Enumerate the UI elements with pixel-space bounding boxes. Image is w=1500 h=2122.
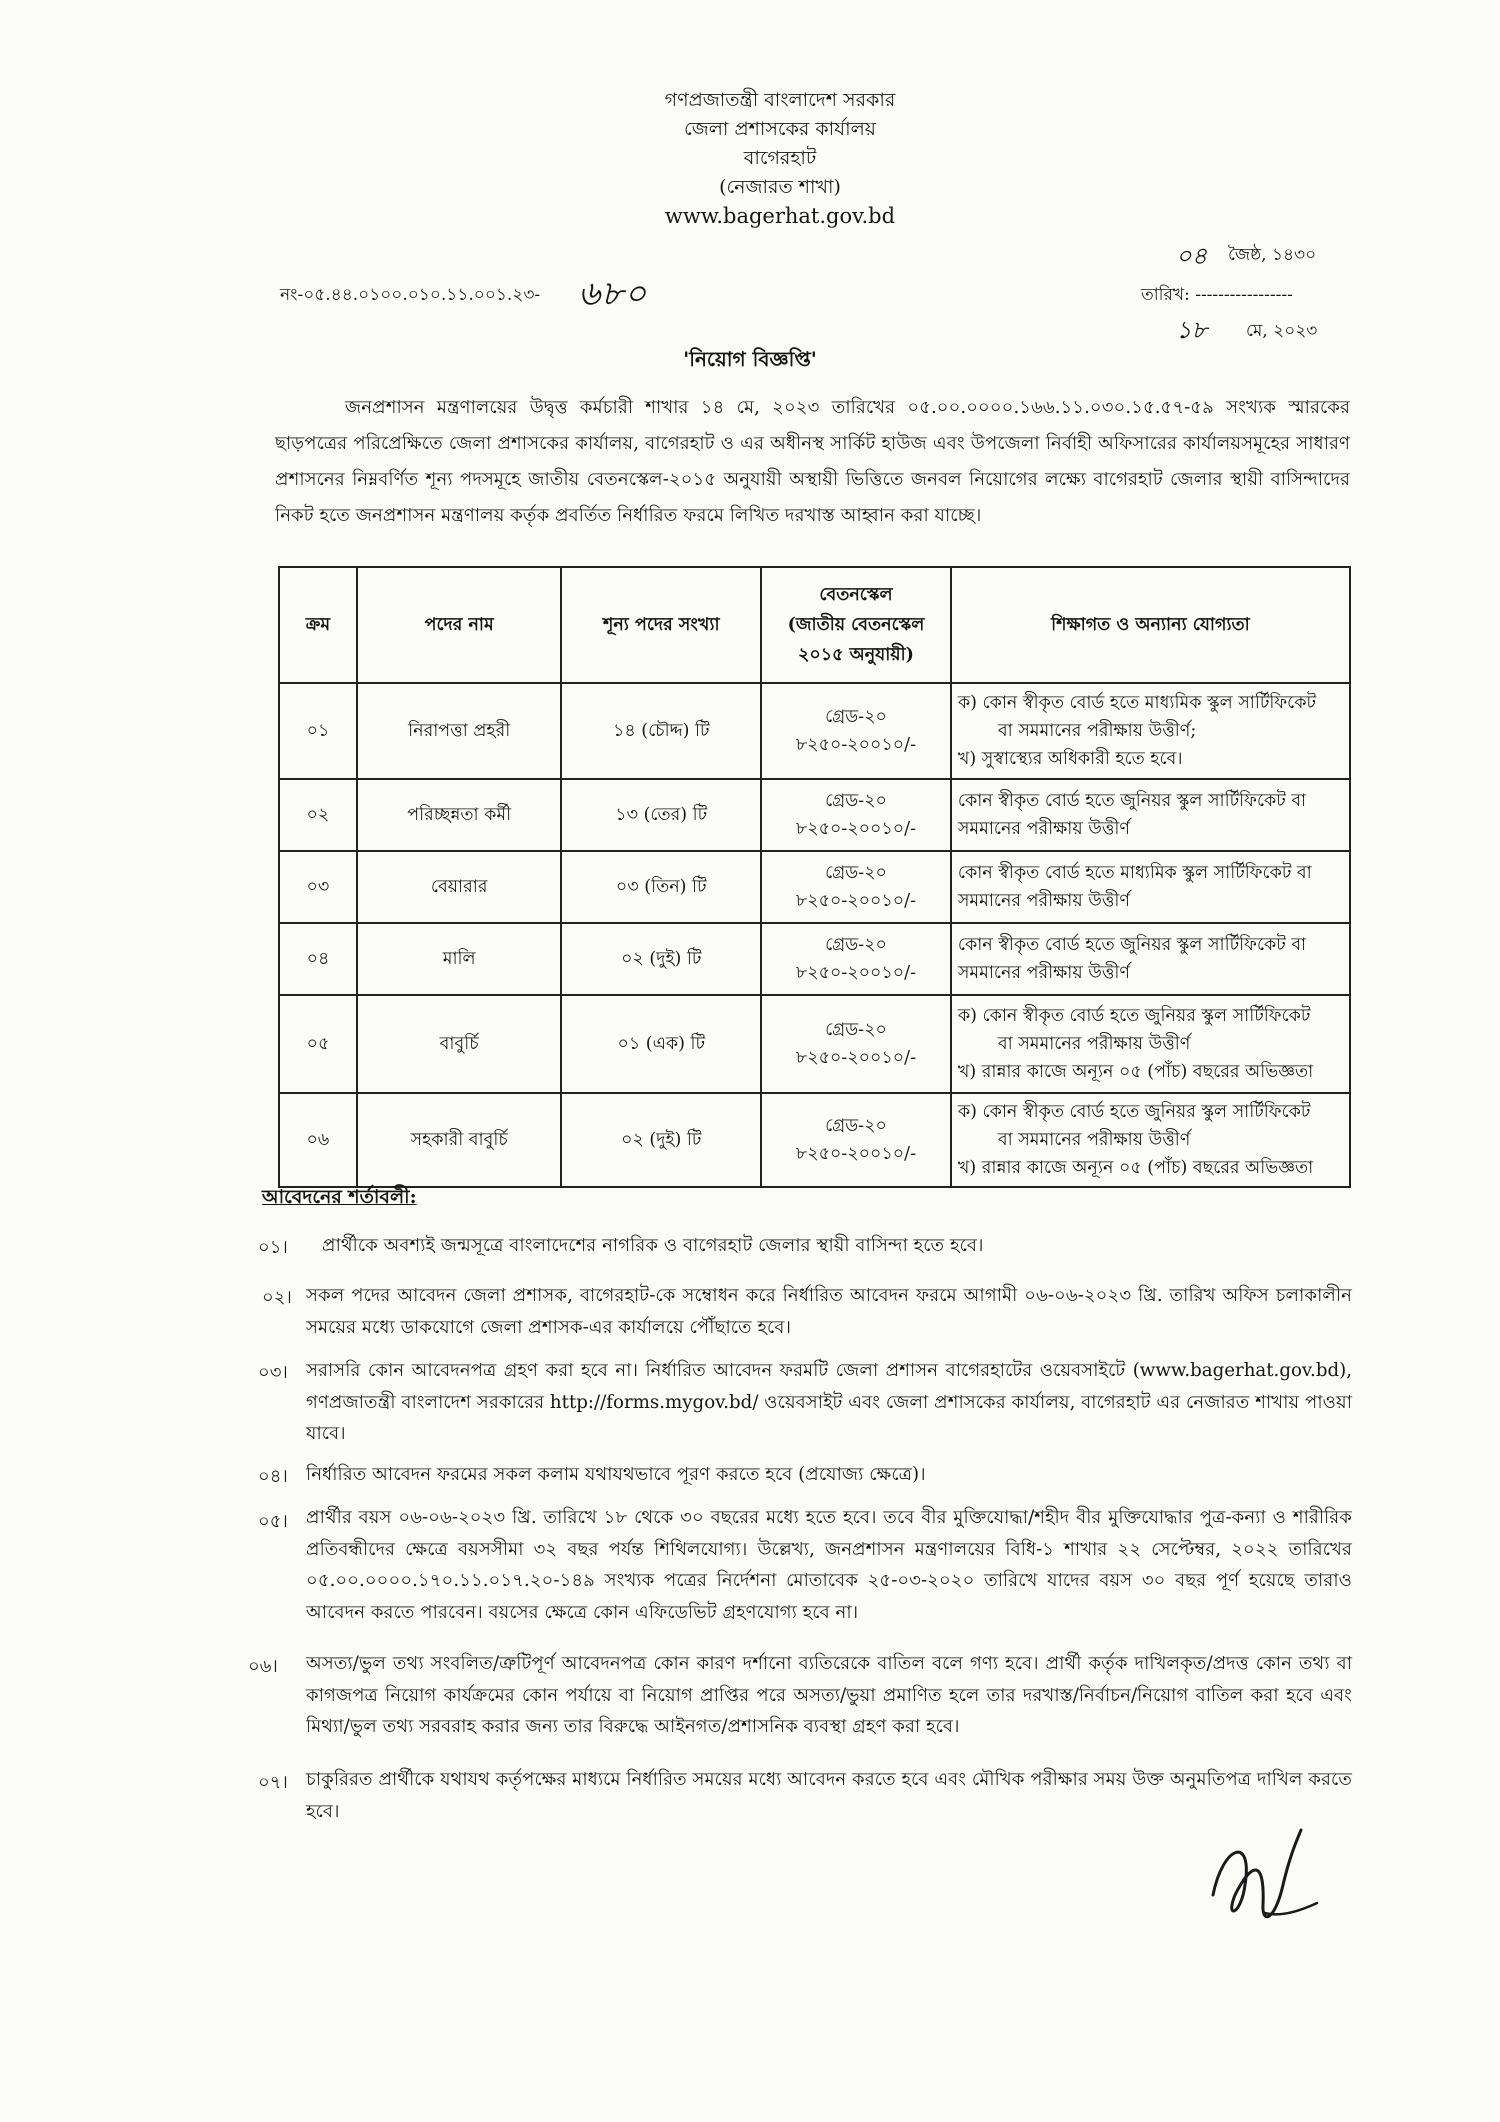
cell-grade: গ্রেড-২০: [825, 935, 887, 955]
cell-grade: গ্রেড-২০: [825, 863, 887, 883]
condition-number: ০২।: [262, 1287, 292, 1308]
cell-post: বাবুর্চি: [357, 995, 562, 1093]
header-district: বাগেরহাট: [743, 147, 817, 169]
cell-pay: ৮২৫০-২০০১০/-: [795, 1048, 916, 1068]
english-date: মে, ২০২৩: [1246, 321, 1318, 341]
condition-text: চাকুরিরত প্রার্থীকে যথাযথ কর্তৃপক্ষের মাধ্যমে নির্ধারিত সময়ের মধ্যে আবেদন করতে হবে এবং মৌখিক পরীক্ষার সময় উক্ত অনুমতিপত্র দাখিল করতে হবে।: [306, 1769, 1352, 1822]
letterhead: [0, 86, 1500, 231]
cell-grade: গ্রেড-২০: [825, 1020, 887, 1040]
cell-vacancy: ০২ (দুই) টি: [561, 923, 761, 995]
cell-grade: গ্রেড-২০: [825, 1116, 887, 1136]
header-serial: ক্রম: [279, 567, 357, 683]
condition-number: ০৩।: [258, 1362, 288, 1383]
qual-line: বা সমমানের পরীক্ষায় উত্তীর্ণ: [997, 1130, 1191, 1150]
cell-pay: ৮২৫০-২০০১০/-: [795, 819, 916, 839]
qual-line: কোন স্বীকৃত বোর্ড হতে জুনিয়র স্কুল সার্টিফিকেট বা: [957, 935, 1307, 955]
cell-post: পরিচ্ছন্নতা কর্মী: [357, 779, 562, 851]
cell-scale: [761, 995, 951, 1093]
condition-text: অসত্য/ভুল তথ্য সংবলিত/ত্রুটিপূর্ণ আবেদনপত্র কোন কারণ দর্শানো ব্যতিরেকে বাতিল বলে গণ্য হবে। প্রার্থী কর্তৃক দাখিলকৃত/প্রদত্ত কোন তথ্য বা কাগজপত্র নিয়োগ কার্যক্রমের কোন পর্যায়ে বা নিয়োগ প্রাপ্তির পরে অসত্য/ভুয়া প্রমাণিত হলে তার দরখাস্ত/নির্বাচন/নিয়োগ বাতিল করা হবে এবং মিথ্যা/ভুল তথ্য সরবরাহ করার জন্য তার বিরুদ্ধে আইনগত/প্রশাসনিক ব্যবস্থা গ্রহণ করা হবে।: [306, 1653, 1352, 1737]
header-govt: গণপ্রজাতন্ত্রী বাংলাদেশ সরকার: [664, 89, 896, 111]
cell-grade: গ্রেড-২০: [825, 707, 887, 727]
cell-serial: ০৪: [279, 923, 357, 995]
cell-vacancy: ১৩ (তের) টি: [561, 779, 761, 851]
cell-qualification: [951, 851, 1350, 923]
condition-text: প্রার্থীকে অবশ্যই জন্মসূত্রে বাংলাদেশের নাগরিক ও বাগেরহাট জেলার স্থায়ী বাসিন্দা হতে হবে।: [322, 1235, 984, 1256]
cell-serial: ০৩: [279, 851, 357, 923]
cell-pay: ৮২৫০-২০০১০/-: [795, 963, 916, 983]
qual-line: সমমানের পরীক্ষায় উত্তীর্ণ: [957, 819, 1130, 839]
cell-serial: ০১: [279, 683, 357, 779]
condition-number: ০৫।: [258, 1511, 288, 1532]
cell-scale: [761, 683, 951, 779]
header-qualification: শিক্ষাগত ও অন্যান্য যোগ্যতা: [951, 567, 1350, 683]
header-scale-l3: ২০১৫ অনুযায়ী): [797, 645, 914, 665]
header-scale-l2: (জাতীয় বেতনস্কেল: [787, 615, 925, 635]
cell-scale: [761, 779, 951, 851]
table-header-row: [279, 567, 1350, 683]
cell-post: সহকারী বাবুর্চি: [357, 1093, 562, 1187]
table-row: [279, 851, 1350, 923]
cell-vacancy: ০২ (দুই) টি: [561, 1093, 761, 1187]
memo-number: নং-০৫.৪৪.০১০০.০১০.১১.০০১.২৩-: [280, 285, 541, 305]
cell-serial: ০২: [279, 779, 357, 851]
cell-post: মালি: [357, 923, 562, 995]
cell-scale: [761, 1093, 951, 1187]
qual-line: ক) কোন স্বীকৃত বোর্ড হতে মাধ্যমিক স্কুল সার্টিফিকেট: [957, 693, 1316, 713]
qual-line: সমমানের পরীক্ষায় উত্তীর্ণ: [957, 891, 1130, 911]
cell-scale: [761, 923, 951, 995]
cell-pay: ৮২৫০-২০০১০/-: [795, 735, 916, 755]
qual-line: খ) সুস্বাস্থ্যের অধিকারী হতে হবে।: [957, 749, 1183, 769]
cell-serial: ০৬: [279, 1093, 357, 1187]
cell-pay: ৮২৫০-২০০১০/-: [795, 1144, 916, 1164]
bengali-date: জৈষ্ঠ, ১৪৩০: [1228, 245, 1317, 265]
header-post: পদের নাম: [357, 567, 562, 683]
condition-text: সকল পদের আবেদন জেলা প্রশাসক, বাগেরহাট-কে সম্বোধন করে নির্ধারিত আবেদন ফরমে আগামী ০৬-০৬-২০২৩ খ্রি. তারিখ অফিস চলাকালীন সময়ের মধ্যে ডাকযোগে জেলা প্রশাসক-এর কার্যালয়ে পৌঁছাতে হবে।: [306, 1285, 1352, 1338]
qual-line: খ) রান্নার কাজে অন্যূন ০৫ (পাঁচ) বছরের অভিজ্ঞতা: [957, 1062, 1314, 1082]
cell-post: বেয়ারার: [357, 851, 562, 923]
cell-qualification: [951, 1093, 1350, 1187]
header-scale-l1: বেতনস্কেল: [819, 585, 893, 605]
table-row: [279, 995, 1350, 1093]
table-row: [279, 779, 1350, 851]
cell-serial: ০৫: [279, 995, 357, 1093]
qual-line: খ) রান্নার কাজে অন্যূন ০৫ (পাঁচ) বছরের অভিজ্ঞতা: [957, 1158, 1314, 1178]
cell-vacancy: ১৪ (চৌদ্দ) টি: [561, 683, 761, 779]
cell-qualification: [951, 995, 1350, 1093]
header-office: জেলা প্রশাসকের কার্যালয়: [684, 118, 876, 140]
qual-line: বা সমমানের পরীক্ষায় উত্তীর্ণ: [997, 1034, 1191, 1054]
header-website: www.bagerhat.gov.bd: [664, 204, 896, 228]
cell-grade: গ্রেড-২০: [825, 791, 887, 811]
condition-number: ০৬।: [248, 1656, 278, 1677]
condition-number: ০৪।: [258, 1466, 288, 1487]
cell-vacancy: ০৩ (তিন) টি: [561, 851, 761, 923]
qual-line: কোন স্বীকৃত বোর্ড হতে মাধ্যমিক স্কুল সার্টিফিকেট বা: [957, 863, 1312, 883]
qual-line: কোন স্বীকৃত বোর্ড হতে জুনিয়র স্কুল সার্টিফিকেট বা: [957, 791, 1307, 811]
condition-text: নির্ধারিত আবেদন ফরমের সকল কলাম যথাযথভাবে পূরণ করতে হবে (প্রযোজ্য ক্ষেত্রে)।: [306, 1464, 926, 1485]
qual-line: বা সমমানের পরীক্ষায় উত্তীর্ণ;: [997, 721, 1197, 741]
qual-line: ক) কোন স্বীকৃত বোর্ড হতে জুনিয়র স্কুল সার্টিফিকেট: [957, 1006, 1311, 1026]
cell-qualification: [951, 683, 1350, 779]
cell-qualification: [951, 923, 1350, 995]
memo-handwritten-number: ৬৮০: [578, 274, 648, 314]
condition-number: ০১।: [258, 1237, 288, 1258]
table-row: [279, 923, 1350, 995]
intro-paragraph: জনপ্রশাসন মন্ত্রণালয়ের উদ্বৃত্ত কর্মচারী শাখার ১৪ মে, ২০২৩ তারিখের ০৫.০০.০০০০.১৬৬.১১.০৩০.১৫.৫৭-৫৯ সংখ্যক স্মারকের ছাড়পত্রের পরিপ্রেক্ষিতে জেলা প্রশাসকের কার্যালয়, বাগেরহাট ও এর অধীনস্থ সার্কিট হাউজ এবং উপজেলা নির্বাহী অফিসারের কার্যালয়সমূহের সাধারণ প্রশাসনের নিম্নবর্ণিত শূন্য পদসমূহে জাতীয় বেতনস্কেল-২০১৫ অনুযায়ী অস্থায়ী ভিত্তিতে জনবল নিয়োগের লক্ষ্যে বাগেরহাট জেলার স্থায়ী বাসিন্দাদের নিকট হতে জনপ্রশাসন মন্ত্রণালয় কর্তৃক প্রবর্তিত নির্ধারিত ফরমে লিখিত দরখাস্ত আহ্বান করা যাচ্ছে।: [275, 397, 1350, 526]
cell-vacancy: ০১ (এক) টি: [561, 995, 761, 1093]
notice-title: 'নিয়োগ বিজ্ঞপ্তি': [683, 347, 817, 371]
qual-line: সমমানের পরীক্ষায় উত্তীর্ণ: [957, 963, 1130, 983]
bengali-date-day: ০৪: [1176, 242, 1208, 270]
condition-text: প্রার্থীর বয়স ০৬-০৬-২০২৩ খ্রি. তারিখে ১৮ থেকে ৩০ বছরের মধ্যে হতে হবে। তবে বীর মুক্তিযোদ্ধা/শহীদ বীর মুক্তিযোদ্ধার পুত্র-কন্যা ও শারীরিক প্রতিবন্ধীদের ক্ষেত্রে বয়সসীমা ৩২ বছর পর্যন্ত শিথিলযোগ্য। উল্লেখ্য, জনপ্রশাসন মন্ত্রণালয়ের বিধি-১ শাখার ২২ সেপ্টেম্বর, ২০২২ তারিখের ০৫.০০.০০০০.১৭০.১১.০১৭.২০-১৪৯ সংখ্যক পত্রের নির্দেশনা মোতাবেক ২৫-০৩-২০২০ তারিখে যাদের বয়স ৩০ বছর পূর্ণ হয়েছে তারাও আবেদন করতে পারবেন। বয়সের ক্ষেত্রে কোন এফিডেভিট গ্রহণযোগ্য হবে না।: [306, 1507, 1352, 1623]
cell-pay: ৮২৫০-২০০১০/-: [795, 891, 916, 911]
cell-post: নিরাপত্তা প্রহরী: [357, 683, 562, 779]
date-label: তারিখ: -----------------: [1141, 285, 1293, 305]
vacancy-table: [278, 566, 1351, 1188]
condition-text: সরাসরি কোন আবেদনপত্র গ্রহণ করা হবে না। নির্ধারিত আবেদন ফরমটি জেলা প্রশাসন বাগেরহাটের ওয়েবসাইটে (www.bagerhat.gov.bd), গণপ্রজাতন্ত্রী বাংলাদেশ সরকারের http://forms.mygov.bd/ ওয়েবসাইট এবং জেলা প্রশাসকের কার্যালয়, বাগেরহাট এর নেজারত শাখায় পাওয়া যাবে।: [306, 1360, 1352, 1444]
cell-qualification: [951, 779, 1350, 851]
table-row: [279, 1093, 1350, 1187]
english-date-day: ১৮: [1176, 316, 1208, 344]
signature: [1205, 1825, 1325, 1935]
header-scale: [761, 567, 951, 683]
cell-scale: [761, 851, 951, 923]
table-row: [279, 683, 1350, 779]
header-section: (নেজারত শাখা): [719, 176, 841, 198]
condition-number: ০৭।: [258, 1772, 288, 1793]
conditions-heading: আবেদনের শর্তাবলী:: [262, 1186, 417, 1208]
header-vacancy: শূন্য পদের সংখ্যা: [561, 567, 761, 683]
qual-line: ক) কোন স্বীকৃত বোর্ড হতে জুনিয়র স্কুল সার্টিফিকেট: [957, 1102, 1311, 1122]
